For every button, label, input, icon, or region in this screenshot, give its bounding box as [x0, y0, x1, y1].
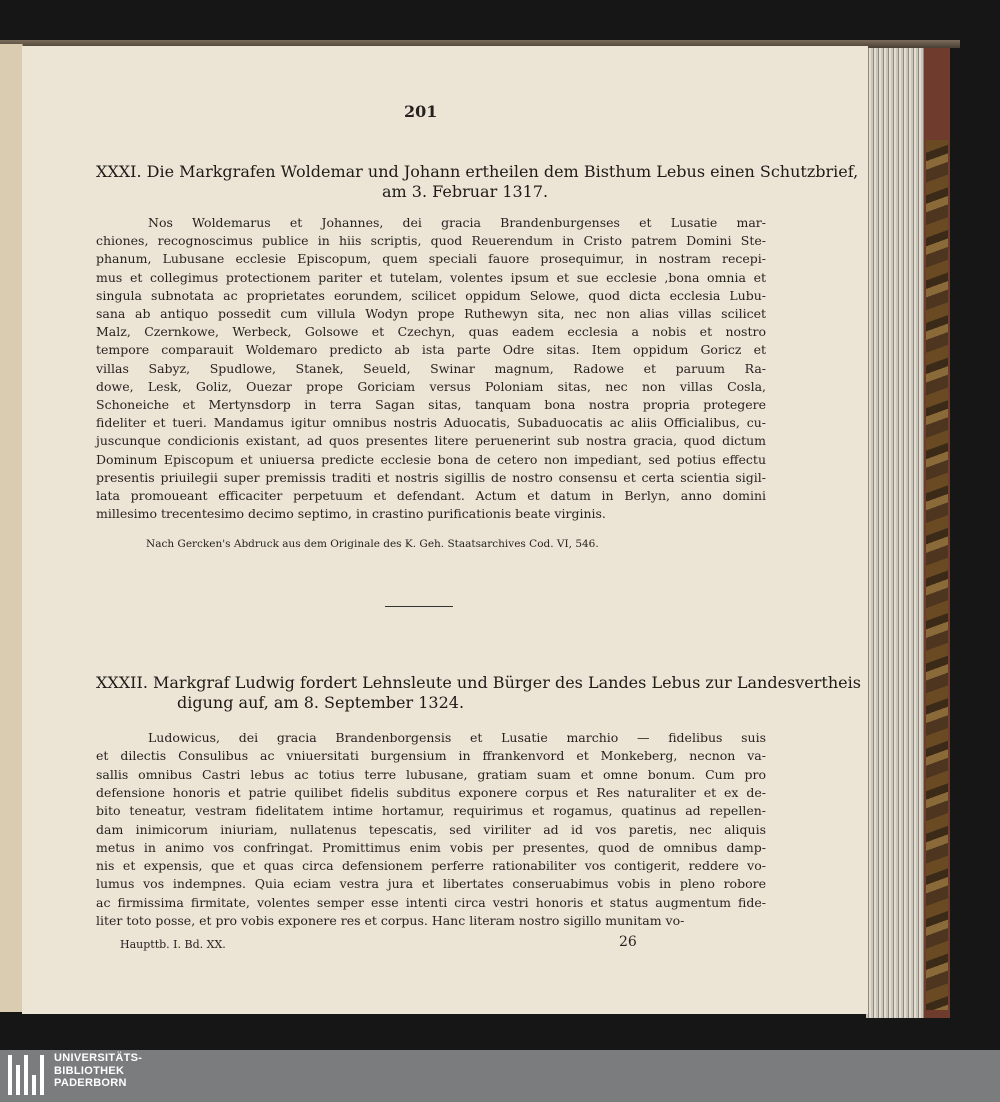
signature-number: 26 — [619, 934, 637, 950]
doc31-line: presentis priuilegii super premissis traditi et nostris sigillis de nostro consensu et certa scientia sigil- — [96, 469, 766, 485]
doc31-line: tempore comparauit Woldemaro predicto ab ista parte Odre sitas. Item oppidum Goricz et — [96, 342, 766, 358]
doc32-line: et dilectis Consulibus ac vniuersitati burgensium in ffrankenvord et Monkeberg, necnon va- — [96, 748, 766, 764]
doc32-line: metus in animo vos confringat. Promittimus enim vobis per presentes, quod de omnibus damp- — [96, 839, 766, 855]
doc31-heading-line2: am 3. Februar 1317. — [382, 182, 549, 201]
doc31-line: singula subnotata ac proprietates eorundem, scilicet oppidum Selowe, quod dicta ecclesia Lubu- — [96, 287, 766, 303]
section-divider — [385, 606, 453, 607]
library-name: UNIVERSITÄTS- BIBLIOTHEK PADERBORN — [54, 1052, 143, 1089]
library-footer — [0, 1050, 1000, 1102]
doc31-line: Malz, Czernkowe, Werbeck, Golsowe et Czechyn, quas eadem ecclesia a nobis et nostro — [96, 324, 766, 340]
doc32-heading-line2: digung auf, am 8. September 1324. — [177, 693, 465, 712]
page-edges — [866, 48, 924, 1018]
footer-signature: Haupttb. I. Bd. XX. — [120, 938, 226, 951]
doc31-line: sana ab antiquo possedit cum villula Wodyn prope Ruthewyn sita, nec non alias villas scilicet — [96, 306, 766, 321]
doc32-line: defensione honoris et patrie quilibet fidelis subditus exponere corpus et Res naturaliter et ex de- — [96, 784, 766, 800]
doc32-line: ac firmissima firmitate, volentes semper esse intenti circa vestri honoris et status augmentum fide- — [96, 894, 766, 910]
doc32-line: dam inimicorum iniuriam, nullatenus tepescatis, sed viriliter ad id vos paretis, nec aliquis — [96, 821, 766, 837]
doc31-source: Nach Gercken's Abdruck aus dem Originale des K. Geh. Staatsarchives Cod. VI, 546. — [146, 538, 599, 550]
doc31-line: millesimo trecentesimo decimo septimo, in crastino purificationis beate virginis. — [96, 506, 606, 522]
doc31-line: phanum, Lubusane ecclesie Episcopum, quem speciali fauore prosequimur, in nostram recepi- — [96, 251, 766, 267]
left-page-edge — [0, 44, 23, 1012]
doc31-line: lata promoueant efficaciter perpetuum et defendant. Actum et datum in Berlyn, anno domini — [96, 488, 766, 503]
doc31-line: mus et collegimus protectionem pariter et tutelam, volentes ipsum et sue ecclesie ,bona omnia et — [96, 269, 766, 285]
doc32-line: lumus vos indempnes. Quia eciam vestra jura et libertates conseruabimus vobis in pleno robore — [96, 876, 766, 892]
doc31-line: juscunque condicionis existant, ad quos presentes litere peruenerint sub nostra gracia, quod dictum — [96, 433, 766, 449]
marbled-cover — [926, 140, 948, 1010]
doc31-line: villas Sabyz, Spudlowe, Stanek, Seueld, Swinar magnum, Radowe et paruum Ra- — [96, 360, 766, 376]
university-logo-icon — [8, 1055, 50, 1095]
doc32-line: liter toto posse, et pro vobis exponere res et corpus. Hanc literam nostro sigillo munitam vo- — [96, 913, 685, 928]
page-number: 201 — [404, 102, 438, 121]
doc32-line: nis et expensis, que et quas circa defensionem perferre rationabiliter vos contigerit, reddere vo- — [96, 858, 766, 874]
doc31-line: chiones, recognoscimus publice in hiis scriptis, quod Reuerendum in Cristo patrem Domini Ste- — [96, 233, 766, 249]
doc31-line: fideliter et tueri. Mandamus igitur omnibus nostris Aduocatis, Subaduocatis ac aliis Officialibus, cu- — [96, 415, 766, 431]
doc32-line: bito teneatur, vestram fidelitatem intime hortamur, requirimus et rogamus, quatinus ad repellen- — [96, 803, 766, 819]
doc31-line: Nos Woldemarus et Johannes, dei gracia Brandenburgenses et Lusatie mar- — [148, 215, 766, 230]
doc32-heading-line1: XXXII. Markgraf Ludwig fordert Lehnsleute und Bürger des Landes Lebus zur Landesvertheis — [96, 673, 861, 692]
doc31-line: dowe, Lesk, Goliz, Ouezar prope Goriciam versus Poloniam sitas, nec non villas Cosla, — [96, 378, 766, 394]
doc31-line: Dominum Episcopum et uniuersa predicte ecclesie bona de cetero non impediant, sed potius effectu — [96, 451, 766, 467]
doc31-line: Schoneiche et Mertynsdorp in terra Sagan sitas, tanquam bona nostra propria protegere — [96, 397, 766, 412]
doc32-line: Ludowicus, dei gracia Brandenborgensis et Lusatie marchio — fidelibus suis — [148, 730, 766, 745]
doc31-heading-line1: XXXI. Die Markgrafen Woldemar und Johann ertheilen dem Bisthum Lebus einen Schutzbrief, — [96, 162, 859, 181]
doc32-line: sallis omnibus Castri lebus ac totius terre lubusane, gratiam suam et omne bonum. Cum pro — [96, 766, 766, 782]
